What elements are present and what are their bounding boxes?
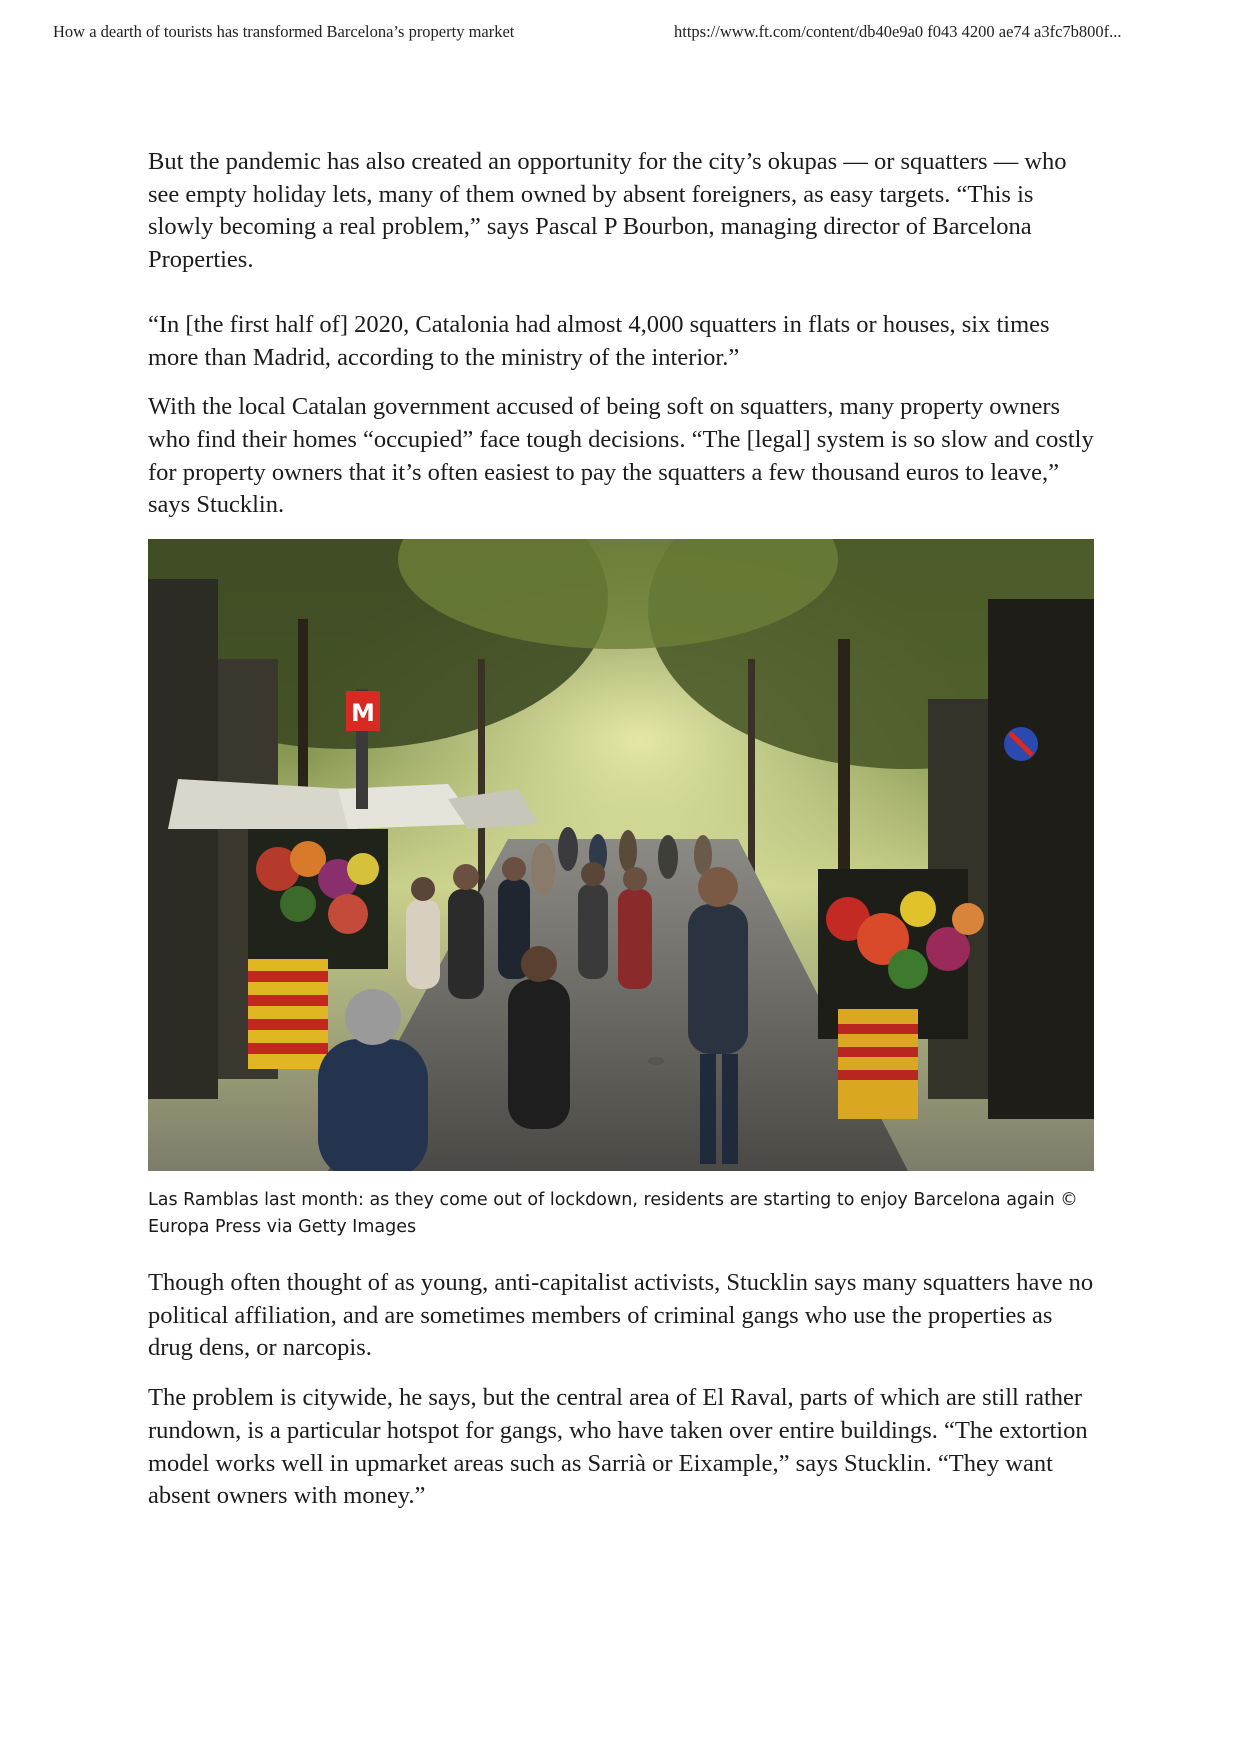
paragraph: The problem is citywide, he says, but the central area of El Raval, parts of which are still rather rundown, is a particular hotspot for gangs, who have taken over entire buildings. “The extortion model works well in upmarket areas such as Sarrià or Eixample,” says Stucklin. “They want absent owners with money.” [148,1384,1088,1510]
paragraph: Though often thought of as young, anti-capitalist activists, Stucklin says many squatters have no political affiliation, and are sometimes members of criminal gangs who use the properties as drug dens, or narcopis. [148,1269,1094,1362]
traffic-sign-icon [1004,727,1038,761]
photo-las-ramblas [148,539,1094,1171]
article-body [148,146,1098,1530]
metro-sign-letter: M [351,699,375,728]
paragraph: “In [the first half of] 2020, Catalonia had almost 4,000 squatters in flats or houses, six times more than Madrid, according to the ministry of the interior.” [148,310,1050,371]
paragraph: With the local Catalan government accused of being soft on squatters, many property owners who find their homes “occupied” face tough decisions. “The [legal] system is so slow and costly for property owners that it’s often easiest to pay the squatters a few thousand euros to leave,” says Stucklin. [148,393,1094,519]
header-article-title: How a dearth of tourists has transformed Barcelona’s property market [53,22,515,41]
paragraph: But the pandemic has also created an opportunity for the city’s okupas — or squatters — who see empty holiday lets, many of them owned by absent foreigners, as easy targets. “This is slowly becoming a real problem,” says Pascal P Bourbon, managing director of Barcelona Properties. [148,148,1067,274]
print-header [53,22,1191,46]
header-url: https://www.ft.com/content/db40e9a0 f043 4200 ae74 a3fc7b800f... [674,22,1122,41]
catalan-flag-pot [248,959,328,1069]
article-photo [148,539,1094,1171]
photo-caption: Las Ramblas last month: as they come out of lockdown, residents are starting to enjoy Barcelona again © Europa Press via Getty Images [148,1190,1078,1238]
